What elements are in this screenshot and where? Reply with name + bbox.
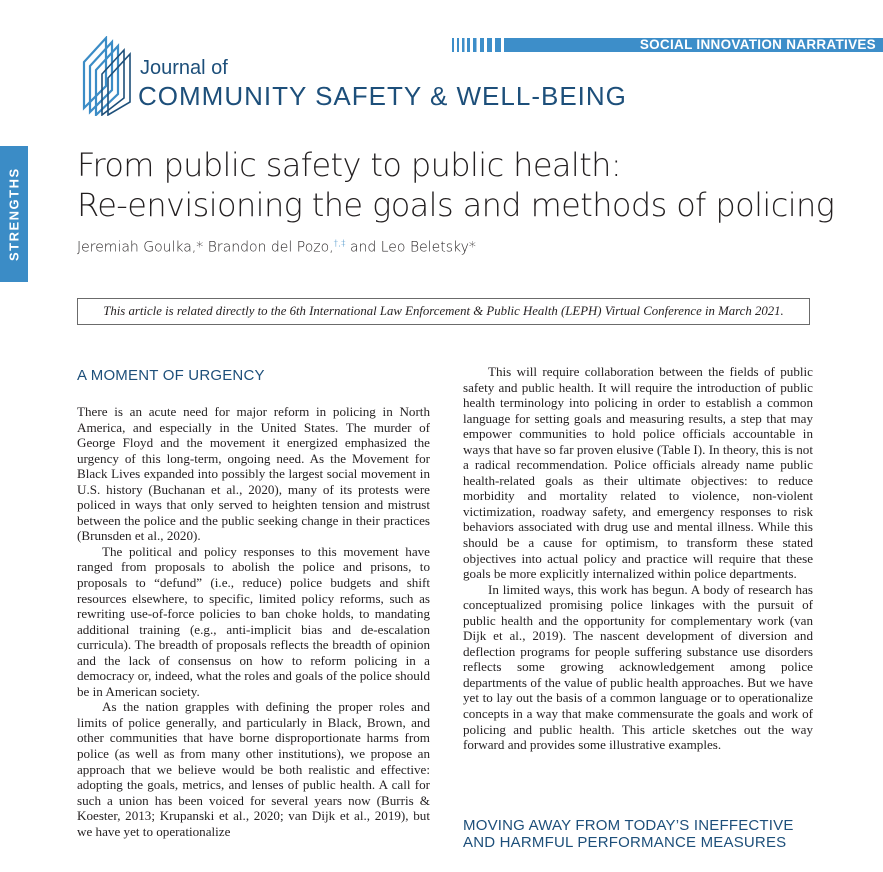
paragraph: In limited ways, this work has begun. A body of research has conceptualized promising police linkages with the pursuit of public health and the opportunity for complementary work (van Dijk et al., 2019). The nascent development of diversion and deflection programs for people suffering substance use disorders reflects some growing acknowledgement among police departments of the value of public health approaches. But we have yet to lay out the basis of a common language or to operationalize concepts in a way that make commensurate the goals and work of policing and public health. This article sketches out the way forward and provides some illustrative examples. (463, 581, 813, 753)
body-column-right (463, 364, 813, 753)
author-list (77, 239, 476, 256)
author-1: Jeremiah Goulka,* (77, 239, 204, 256)
author-3: and Leo Beletsky* (345, 239, 476, 256)
section-heading-line-1: MOVING AWAY FROM TODAY’S INEFFECTIVE (463, 817, 794, 834)
conference-note-box (77, 298, 810, 325)
article-title-line-2: Re-envisioning the goals and methods of policing (77, 186, 835, 224)
conference-note-text: This article is related directly to the 6th International Law Enforcement & Public Health (LEPH) Virtual Conference in March 2021. (103, 304, 784, 318)
article-title (77, 145, 857, 225)
section-side-tab (0, 146, 28, 282)
paragraph: As the nation grapples with defining the proper roles and limits of police generally, and particularly in Black, Brown, and other communities that have borne disproportionate harms from police (as well as from many other institutions), we propose an approach that we believe would be both realistic and effective: adopting the goals, metrics, and lenses of public health. A call for such a union has been voiced for several years now (Burris & Koester, 2013; Krupanski et al., 2020; van Dijk et al., 2019), but we have yet to operationalize (77, 699, 430, 839)
author-2-affiliation-marks: †,‡ (333, 239, 346, 249)
side-tab-label: STRENGTHS (6, 167, 22, 261)
author-2: Brandon del Pozo, (207, 239, 334, 256)
section-heading-moment-of-urgency: A MOMENT OF URGENCY (77, 367, 265, 384)
section-heading-moving-away (463, 817, 823, 851)
paragraph: This will require collaboration between the fields of public safety and public health. It will require the introduction of public health terminology into policing in order to establish a common language for setting goals and measuring results, a step that may empower communities to hold police officials accountable in ways that have so far proven elusive (Table I). In theory, this is not a radical recommendation. Police officials already name public health-related goals as their ultimate objectives: to reduce morbidity and mortality related to violence, non-violent victimization, roadway safety, and emergency responses to risk behaviors associated with drug use and mental illness. While this should be a cause for optimism, to transform these stated objectives into actual policy and practice will require that these goals be more explicitly internalized within police departments. (463, 364, 813, 582)
journal-name: COMMUNITY SAFETY & WELL-BEING (138, 81, 627, 111)
article-title-line-1: From public safety to public health: (77, 146, 622, 184)
paragraph: There is an acute need for major reform in policing in North America, and especially in the United States. The murder of George Floyd and the movement it energized emphasized the urgency of this long-term, ongoing need. As the Movement for Black Lives expanded into possibly the largest social movement in U.S. history (Buchanan et al., 2020), many of its protests were policed in ways that only served to heighten tension and mistrust between the police and the public seeking change in their practices (Brunsden et al., 2020). (77, 404, 430, 544)
journal-logo-icon (79, 36, 134, 116)
paragraph: The political and policy responses to this movement have ranged from proposals to abolish the police and prisons, to proposals to “defund” (i.e., reduce) police budgets and shift resources elsewhere, to specific, limited policy reforms, such as rewriting use-of-force policies to ban choke holds, to mandating additional training (e.g., anti-implicit bias and de-escalation curricula). The breadth of proposals reflects the breadth of opinion and the lack of consensus on how to reform policing in a democracy or, indeed, what the roles and goals of the police should be in American society. (77, 543, 430, 699)
body-column-left (77, 404, 430, 839)
section-heading-line-2: AND HARMFUL PERFORMANCE MEASURES (463, 834, 787, 851)
section-banner-label: SOCIAL INNOVATION NARRATIVES (639, 37, 876, 52)
journal-name-prefix: Journal of (140, 57, 228, 79)
